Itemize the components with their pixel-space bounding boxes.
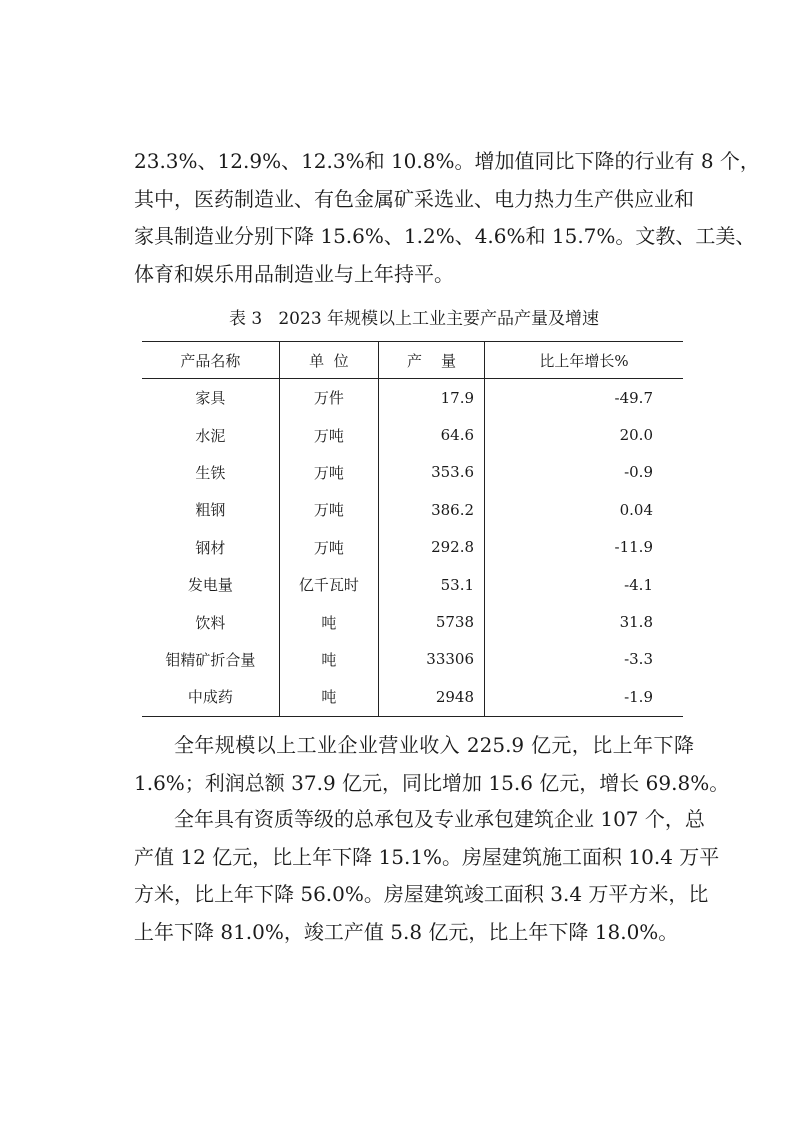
cell-product-name: 发电量 [187, 576, 233, 595]
text-line: 其中，医药制造业、有色金属矿采选业、电力热力生产供应业和 [134, 186, 694, 211]
text-line: 体育和娱乐用品制造业与上年持平。 [134, 261, 454, 286]
text-line: 全年具有资质等级的总承包及专业承包建筑企业 107 个，总 [174, 807, 705, 831]
cell-growth: -49.7 [485, 379, 683, 417]
text-line: 23.3%、12.9%、12.3%和 10.8%。增加值同比下降的行业有 8 个， [134, 149, 760, 173]
text-line: 家具制造业分别下降 15.6%、1.2%、4.6%和 15.7%。文教、工美、 [134, 224, 756, 248]
table-row [142, 416, 683, 453]
text-line: 1.6%；利润总额 37.9 亿元，同比增加 15.6 亿元，增长 69.8%。 [134, 770, 730, 795]
text-line: 方米，比上年下降 56.0%。房屋建筑竣工面积 3.4 万平方米，比 [134, 882, 709, 906]
cell-output: 17.9 [379, 379, 485, 417]
table-header-row [142, 342, 683, 379]
table-row [142, 529, 683, 566]
cell-output: 33306 [379, 641, 485, 678]
cell-growth: -3.3 [485, 641, 683, 678]
table-row [142, 641, 683, 678]
cell-output: 2948 [379, 678, 485, 716]
cell-growth: -0.9 [485, 454, 683, 491]
table-row [142, 491, 683, 528]
cell-growth: -4.1 [485, 566, 683, 603]
table-row [142, 678, 683, 716]
cell-product-name: 生铁 [195, 463, 226, 482]
text-line: 产值 12 亿元，比上年下降 15.1%。房屋建筑施工面积 10.4 万平 [134, 844, 720, 869]
product-output-table [142, 341, 683, 717]
cell-product-name: 粗钢 [195, 501, 226, 520]
table-title: 表 3 2023 年规模以上工业主要产品产量及增速 [228, 309, 600, 329]
cell-growth: 20.0 [485, 416, 683, 453]
cell-growth: 0.04 [485, 491, 683, 528]
header-growth: 比上年增长% [485, 342, 683, 379]
paragraph-industry-growth [134, 143, 760, 293]
cell-product-name: 水泥 [195, 426, 226, 445]
cell-output: 64.6 [379, 416, 485, 453]
header-product-name: 产品名称 [142, 342, 279, 379]
cell-unit: 万吨 [279, 491, 378, 528]
cell-product-name: 钢材 [195, 538, 226, 557]
table-row [142, 603, 683, 640]
cell-output: 386.2 [379, 491, 485, 528]
paragraph-construction [134, 801, 720, 951]
cell-output: 5738 [379, 603, 485, 640]
table-row [142, 566, 683, 603]
cell-unit: 万吨 [279, 416, 378, 453]
header-unit: 单 位 [279, 342, 378, 379]
text-line: 全年规模以上工业企业营业收入 225.9 亿元，比上年下降 [174, 733, 694, 757]
cell-unit: 万件 [279, 379, 378, 417]
cell-unit: 吨 [279, 678, 378, 716]
cell-unit: 万吨 [279, 529, 378, 566]
cell-output: 53.1 [379, 566, 485, 603]
cell-product-name: 家具 [195, 389, 226, 408]
header-output: 产 量 [379, 342, 485, 379]
cell-growth: 31.8 [485, 603, 683, 640]
cell-unit: 吨 [279, 641, 378, 678]
cell-product-name: 中成药 [142, 678, 279, 716]
cell-unit: 亿千瓦时 [279, 566, 378, 603]
cell-product-name: 钼精矿折合量 [165, 650, 256, 669]
text-line: 上年下降 81.0%，竣工产值 5.8 亿元，比上年下降 18.0%。 [134, 919, 679, 944]
cell-output: 353.6 [379, 454, 485, 491]
paragraph-revenue [134, 727, 730, 802]
cell-output: 292.8 [379, 529, 485, 566]
cell-unit: 万吨 [279, 454, 378, 491]
table-row [142, 454, 683, 491]
table-row [142, 379, 683, 417]
cell-unit: 吨 [279, 603, 378, 640]
cell-product-name: 饮料 [195, 613, 226, 632]
cell-growth: -11.9 [485, 529, 683, 566]
cell-growth: -1.9 [485, 678, 683, 716]
